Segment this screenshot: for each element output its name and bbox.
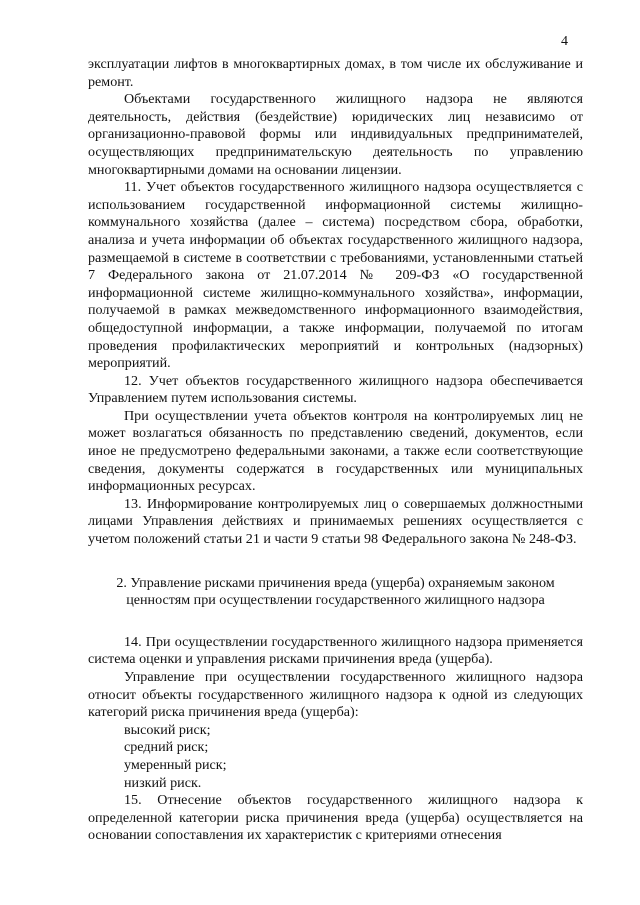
section-heading xyxy=(88,575,583,610)
paragraph-11: 11. Учет объектов государственного жилищного надзора осуществляется с использованием государственной информационной системы жилищно-коммунального хозяйства (далее – система) посредством сбора, обработки, анализа и учета информации об объектах государственного жилищного надзора, размещаемой в системе в соответствии с требованиями, установленными статьей 7 Федерального закона от 21.07.2014 № 209-ФЗ «О государственной информационной системе жилищно-коммунального хозяйства», информации, получаемой в рамках межведомственного информационного взаимодействия, общедоступной информации, а также информации, получаемой по итогам проведения профилактических мероприятий и контрольных (надзорных) мероприятий. xyxy=(88,179,583,372)
paragraph-exclusions: Объектами государственного жилищного надзора не являются деятельность, действия (бездействие) юридических лиц независимо от организационно-правовой формы или индивидуальных предпринимателей, осуществляющих предпринимательскую деятельность по управлению многоквартирными домами на основании лицензии. xyxy=(88,91,583,178)
document-body xyxy=(88,56,583,845)
risk-category-low: низкий риск. xyxy=(124,774,202,791)
page-number: 4 xyxy=(561,34,568,49)
risk-category-high: высокий риск; xyxy=(124,721,211,738)
paragraph-14: 14. При осуществлении государственного жилищного надзора применяется система оценки и управления рисками причинения вреда (ущерба). xyxy=(88,633,583,668)
paragraph-continuation: эксплуатации лифтов в многоквартирных домах, в том числе их обслуживание и ремонт. xyxy=(88,56,583,90)
section-heading-line-1: 2. Управление рисками причинения вреда (ущерба) охраняемым законом xyxy=(116,574,555,591)
paragraph-12: 12. Учет объектов государственного жилищного надзора обеспечивается Управлением путем использования системы. xyxy=(88,372,583,407)
risk-category-moderate: умеренный риск; xyxy=(124,756,227,773)
paragraph-accounting: При осуществлении учета объектов контроля на контролируемых лиц не может возлагаться обязанность по представлению сведений, документов, если иное не предусмотрено федеральными законами, а также если соответствующие сведения, документы содержатся в государственных или муниципальных информационных ресурсах. xyxy=(88,407,583,495)
paragraph-13: 13. Информирование контролируемых лиц о совершаемых должностными лицами Управления действиях и принимаемых решениях осуществляется с учетом положений статьи 21 и части 9 статьи 98 Федерального закона № 248-ФЗ. xyxy=(88,495,583,548)
paragraph-risk-assignment: Управление при осуществлении государственного жилищного надзора относит объекты государственного жилищного надзора к одной из следующих категорий риска причинения вреда (ущерба): xyxy=(88,669,583,721)
section-heading-line-2: ценностям при осуществлении государственного жилищного надзора xyxy=(126,592,545,609)
paragraph-15: 15. Отнесение объектов государственного жилищного надзора к определенной категории риска причинения вреда (ущерба) осуществляется на основании сопоставления их характеристик с критериями отнесения xyxy=(88,792,583,844)
risk-category-medium: средний риск; xyxy=(124,739,209,756)
